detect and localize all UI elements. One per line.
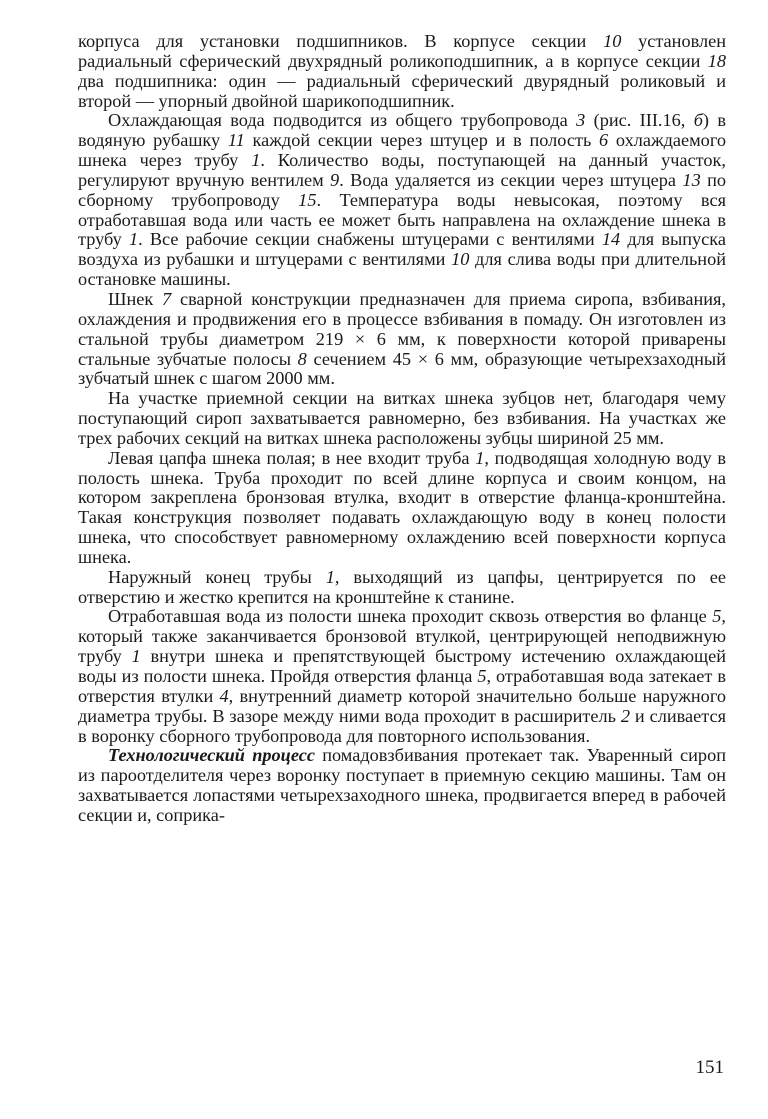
reference-number: 4 <box>219 685 229 706</box>
text-run: охлаждаемого шнека через трубу <box>78 130 726 171</box>
text-run: (рис. III.16, <box>585 110 694 131</box>
text-run: и сливается в воронку сборного трубопровода для повторного использования. <box>78 705 726 746</box>
reference-number: 18 <box>707 50 726 71</box>
reference-number: 9 <box>330 169 340 190</box>
text-run: сварной конструкции предназначен для приема сиропа, взбивания, охлаждения и продвижения его в процессе взбивания в помаду. Он изготовлен из стальной трубы диаметром 219 × 6 мм, к поверхности которой приварены стальные зубчатые полосы <box>78 288 726 369</box>
page-number: 151 <box>695 1057 724 1078</box>
reference-number: 10 <box>451 249 470 270</box>
text-run: по сборному трубопроводу <box>78 169 727 210</box>
paragraph <box>78 607 726 746</box>
reference-number: 1 <box>475 447 485 468</box>
text-run: , отработавшая вода затекает в отверстия втулки <box>78 666 726 706</box>
text-run: , выходящий из цапфы, центрируется по ее отверстию и жестко крепится на кронштейне к станине. <box>78 566 726 607</box>
paragraph <box>78 111 726 290</box>
text-run: для слива воды при длительной остановке машины. <box>78 249 726 290</box>
text-run: ) в водяную рубашку <box>78 110 727 151</box>
text-run: , который также заканчивается бронзовой втулкой, центрирующей неподвижную трубу <box>78 606 726 667</box>
text-run: помадовзбивания протекает так. Уваренный сироп из пароотделителя через воронку поступает в приемную секцию машины. Там он захватывается лопастями четырехзаходного шнека, продвигается вперед в рабочей секции и, соприка- <box>78 745 726 825</box>
reference-number: 1 <box>251 150 261 171</box>
text-run: корпуса для установки подшипников. В корпусе секции <box>78 31 604 51</box>
reference-number: б <box>693 110 703 131</box>
text-run: Шнек <box>108 288 163 309</box>
text-run: Наружный конец трубы <box>108 566 326 587</box>
text-run: Левая цапфа шнека полая; в нее входит труба <box>108 447 476 468</box>
reference-number: 2 <box>620 705 631 726</box>
reference-number: 11 <box>227 130 245 151</box>
reference-number: 8 <box>297 348 307 369</box>
text-run: для выпуска воздуха из рубашки и штуцерами с вентилями <box>78 229 727 270</box>
paragraph <box>78 746 726 825</box>
reference-number: 3 <box>576 110 586 131</box>
reference-number: 15 <box>298 189 317 210</box>
text-run: Отработавшая вода из полости шнека проходит сквозь отверстия во фланце <box>108 606 713 627</box>
paragraph <box>78 568 726 608</box>
reference-number: 14 <box>601 229 621 250</box>
page-body <box>78 32 726 826</box>
text-run: . Все рабочие секции снабжены штуцерами с вентилями <box>138 229 602 250</box>
paragraph <box>78 290 726 389</box>
reference-number: 1 <box>325 566 335 587</box>
text-run: . Количество воды, поступающей на данный участок, регулируют вручную вентилем <box>78 150 726 190</box>
reference-number: 5 <box>477 666 487 686</box>
reference-number: 5 <box>712 606 722 627</box>
reference-number: 10 <box>603 31 622 51</box>
text-run: На участке приемной секции на витках шнека зубцов нет, благодаря чему поступающий сироп захватывается равномерно, без взбивания. На участках же трех рабочих секций на витках шнека расположены зубцы шириной 25 мм. <box>78 388 726 448</box>
emphasized-term: Технологический процесс <box>108 745 315 766</box>
text-run: сечением 45 × 6 мм, образующие четырехзаходный зубчатый шнек с шагом 2000 мм. <box>78 348 726 389</box>
paragraph <box>78 32 726 111</box>
reference-number: 1 <box>128 229 139 250</box>
text-run: Охлаждающая вода подводится из общего трубопровода <box>108 110 577 131</box>
text-run: . Температура воды невысокая, поэтому вся отработавшая вода или часть ее может быть направлена на охлаждение шнека в трубу <box>78 189 726 250</box>
text-run: . Вода удаляется из секции через штуцера <box>339 169 683 190</box>
reference-number: 7 <box>162 288 172 309</box>
text-run: два подшипника: один — радиальный сферический двурядный роликовый и второй — упорный двойной шарикоподшипник. <box>78 70 726 111</box>
text-run: установлен радиальный сферический двухрядный роликоподшипник, а в корпусе секции <box>78 31 726 71</box>
text-run: , подводящая холодную воду в полость шнека. Труба проходит по всей длине корпуса и своим концом, на котором закреплена бронзовая втулка, входит в отверстие фланца-кронштейна. Такая конструкция позволяет подавать охлаждающую воду в конец полости шнека, что способствует равномерному охлаждению всей поверхности корпуса шнека. <box>78 447 727 567</box>
text-run: каждой секции через штуцер и в полость <box>244 130 600 151</box>
text-run: , внутренний диаметр которой значительно больше наружного диаметра трубы. В зазоре между ними вода проходит в расширитель <box>78 685 726 726</box>
reference-number: 1 <box>131 646 141 667</box>
paragraph <box>78 389 726 449</box>
text-run: внутри шнека и препятствующей быстрому истечению охлаждающей воды из полости шнека. Пройдя отверстия фланца <box>78 646 727 686</box>
reference-number: 6 <box>599 130 609 151</box>
paragraph <box>78 449 726 568</box>
reference-number: 13 <box>682 169 701 190</box>
